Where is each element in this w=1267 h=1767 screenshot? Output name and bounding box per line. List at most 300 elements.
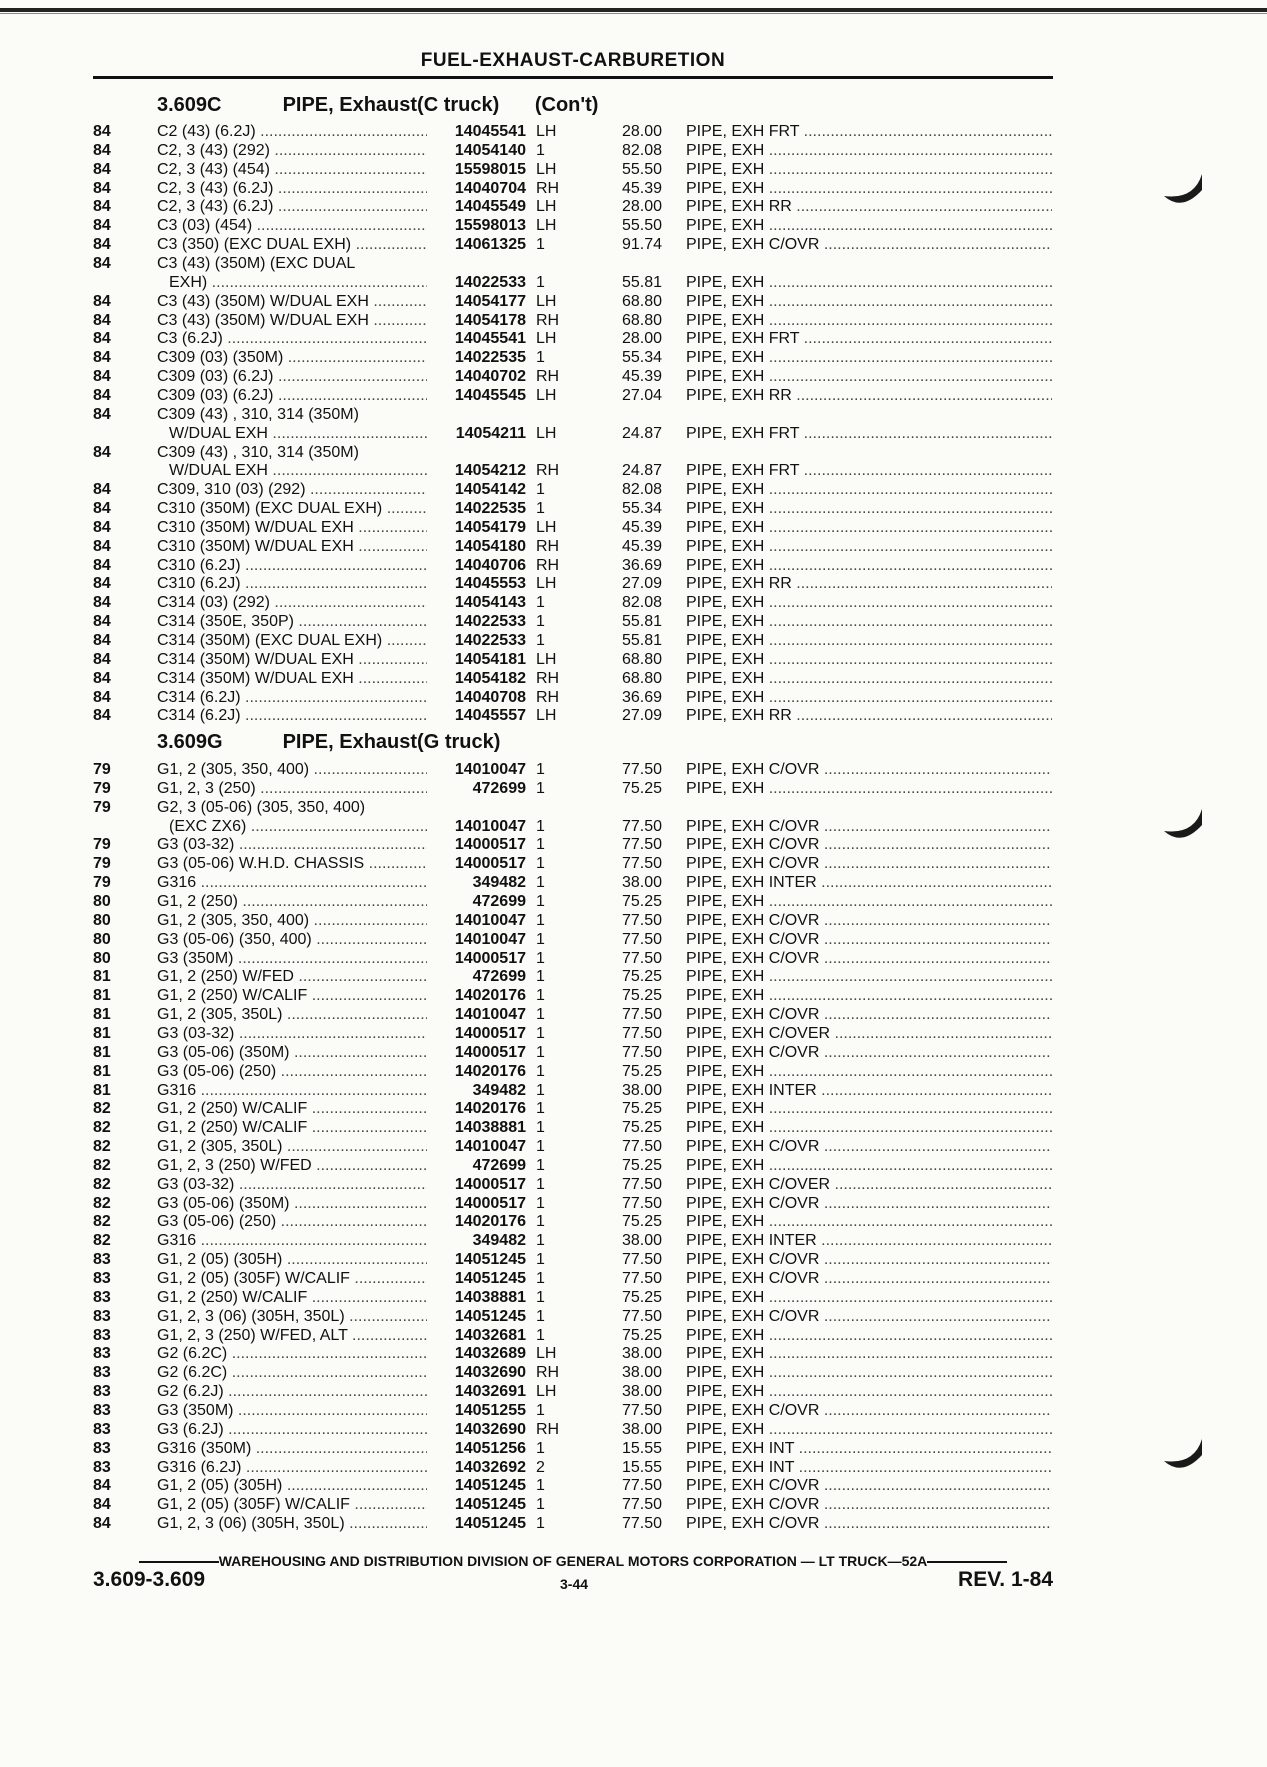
model-description: C310 (350M) (EXC DUAL EXH) ..... (157, 499, 427, 518)
figure-number: 84 (93, 613, 111, 631)
footer-rule-left (139, 1561, 219, 1563)
price: 75.25 (621, 1213, 662, 1231)
quantity: 1 (536, 836, 545, 854)
part-number: 14022533 (454, 632, 526, 649)
model-description: C309 (03) (6.2J) ..... (157, 367, 427, 386)
part-name: PIPE, EXH C/OVR ..... (686, 1269, 1052, 1288)
model-description: G3 (03-32) ..... (157, 1175, 427, 1194)
quantity: 1 (536, 594, 545, 612)
part-name: PIPE, EXH ..... (686, 537, 1052, 556)
quantity: 1 (536, 893, 545, 910)
figure-number: 80 (93, 911, 111, 929)
model-description: G3 (05-06) (250) ..... (157, 1062, 427, 1081)
figure-number: 84 (93, 160, 111, 178)
model-description: C2, 3 (43) (292) ..... (157, 141, 427, 160)
model-description: C310 (6.2J) ..... (157, 574, 427, 593)
quantity: 1 (536, 349, 545, 367)
figure-number: 79 (93, 779, 111, 797)
figure-number: 81 (93, 1081, 111, 1099)
part-name: PIPE, EXH FRT ..... (686, 461, 1052, 480)
price: 27.09 (621, 707, 662, 725)
model-description: C3 (43) (350M) W/DUAL EXH ..... (157, 311, 427, 330)
quantity: 1 (536, 1232, 545, 1250)
part-number: 14054177 (454, 292, 526, 310)
model-description: G1, 2 (250) W/FED ..... (157, 967, 427, 986)
price: 77.50 (621, 836, 662, 854)
price: 38.00 (621, 1383, 662, 1401)
price: 75.25 (621, 1100, 662, 1118)
part-number: 14045557 (454, 707, 526, 725)
part-name: PIPE, EXH C/OVR ..... (686, 1005, 1052, 1024)
part-number: 14051256 (454, 1439, 526, 1457)
quantity: 1 (536, 1081, 545, 1099)
part-number: 14038881 (454, 1288, 526, 1306)
part-name: PIPE, EXH ..... (686, 612, 1052, 631)
part-number: 14054212 (454, 462, 526, 480)
model-description: G2 (6.2J) ..... (157, 1382, 427, 1401)
figure-number: 80 (93, 949, 111, 967)
figure-number: 84 (93, 1496, 111, 1514)
section-heading-c (157, 94, 598, 117)
part-name: PIPE, EXH ..... (686, 1212, 1052, 1231)
price: 77.50 (621, 911, 662, 929)
part-name: PIPE, EXH ..... (686, 1156, 1052, 1175)
part-name: PIPE, EXH INT ..... (686, 1439, 1052, 1458)
model-description: C309, 310 (03) (292) ..... (157, 480, 427, 499)
footer-section-range: 3.609-3.609 (93, 1568, 206, 1591)
figure-number: 84 (93, 481, 111, 499)
figure-number: 81 (93, 1006, 111, 1023)
model-description: G1, 2 (250) ..... (157, 892, 427, 911)
part-number: 14054179 (454, 518, 526, 536)
quantity: 1 (536, 1062, 545, 1080)
footer-revision: REV. 1-84 (958, 1568, 1053, 1591)
figure-number: 82 (93, 1100, 111, 1118)
part-number: 14051245 (454, 1251, 526, 1269)
price: 77.50 (621, 949, 662, 967)
part-name: PIPE, EXH ..... (686, 1344, 1052, 1363)
part-number: 14045549 (454, 198, 526, 216)
part-name: PIPE, EXH FRT ..... (686, 424, 1052, 443)
model-description: C309 (03) (6.2J) ..... (157, 386, 427, 405)
model-description: C2 (43) (6.2J) ..... (157, 122, 427, 141)
figure-number: 84 (93, 669, 111, 687)
figure-number: 84 (93, 575, 111, 593)
figure-number: 84 (93, 123, 111, 140)
figure-number: 84 (93, 179, 111, 197)
part-number: 14020176 (454, 1062, 526, 1080)
part-name: PIPE, EXH RR ..... (686, 574, 1052, 593)
figure-number: 81 (93, 987, 111, 1005)
model-description: C314 (350M) W/DUAL EXH ..... (157, 669, 427, 688)
figure-number: 79 (93, 761, 111, 778)
price: 27.09 (621, 575, 662, 593)
part-name: PIPE, EXH C/OVR ..... (686, 930, 1052, 949)
quantity: 1 (536, 1175, 545, 1193)
quantity: 1 (536, 779, 545, 797)
figure-number: 84 (93, 707, 111, 725)
price: 82.08 (621, 594, 662, 612)
price: 75.25 (621, 1326, 662, 1344)
quantity: RH (536, 1364, 560, 1382)
model-description: G1, 2, 3 (250) W/FED, ALT ..... (157, 1326, 427, 1345)
part-number: 472699 (472, 893, 526, 910)
figure-number: 82 (93, 1138, 111, 1155)
part-number: 14010047 (454, 1138, 526, 1155)
part-name: PIPE, EXH ..... (686, 292, 1052, 311)
model-description: G3 (05-06) (350M) ..... (157, 1043, 427, 1062)
quantity: 1 (536, 1477, 545, 1495)
part-name: PIPE, EXH ..... (686, 367, 1052, 386)
model-description: G1, 2, 3 (250) W/FED ..... (157, 1156, 427, 1175)
price: 91.74 (621, 236, 662, 254)
model-description: G3 (350M) ..... (157, 1401, 427, 1420)
figure-number: 84 (93, 518, 111, 536)
quantity: 1 (536, 481, 545, 499)
price: 28.00 (621, 123, 662, 140)
part-name: PIPE, EXH ..... (686, 216, 1052, 235)
figure-number: 81 (93, 1062, 111, 1080)
quantity: LH (536, 292, 557, 310)
figure-number: 83 (93, 1307, 111, 1325)
figure-number: 80 (93, 893, 111, 910)
figure-number: 79 (93, 798, 111, 816)
part-name: PIPE, EXH ..... (686, 348, 1052, 367)
price: 55.34 (621, 349, 662, 367)
part-number: 14045541 (454, 330, 526, 348)
model-description: C310 (6.2J) ..... (157, 556, 427, 575)
figure-number: 84 (93, 500, 111, 517)
quantity: LH (536, 650, 557, 668)
figure-number: 84 (93, 236, 111, 254)
part-number: 14010047 (454, 761, 526, 778)
model-description: C314 (6.2J) ..... (157, 706, 427, 725)
figure-number: 84 (93, 632, 111, 649)
model-description: C314 (350M) (EXC DUAL EXH) ..... (157, 631, 427, 650)
part-name: PIPE, EXH ..... (686, 688, 1052, 707)
price: 38.00 (621, 1364, 662, 1382)
part-number: 14000517 (454, 836, 526, 854)
quantity: LH (536, 217, 557, 235)
footer-rule-right (927, 1561, 1007, 1563)
part-name: PIPE, EXH ..... (686, 593, 1052, 612)
part-name: PIPE, EXH ..... (686, 1062, 1052, 1081)
header-rule (93, 76, 1053, 79)
price: 55.50 (621, 217, 662, 235)
figure-number: 83 (93, 1383, 111, 1401)
model-description: C3 (350) (EXC DUAL EXH) ..... (157, 235, 427, 254)
figure-number: 83 (93, 1270, 111, 1287)
quantity: 1 (536, 874, 545, 892)
price: 55.81 (621, 632, 662, 649)
part-name: PIPE, EXH ..... (686, 480, 1052, 499)
figure-number: 84 (93, 594, 111, 612)
model-description: C314 (350E, 350P) ..... (157, 612, 427, 631)
part-name: PIPE, EXH FRT ..... (686, 329, 1052, 348)
model-description: C314 (350M) W/DUAL EXH ..... (157, 650, 427, 669)
price: 77.50 (621, 1194, 662, 1212)
binder-hole-mark (1160, 1435, 1206, 1481)
part-name: PIPE, EXH ..... (686, 892, 1052, 911)
model-description: G1, 2 (250) W/CALIF ..... (157, 1288, 427, 1307)
part-number: 14054180 (454, 537, 526, 555)
quantity: 1 (536, 1024, 545, 1042)
part-name: PIPE, EXH ..... (686, 141, 1052, 160)
model-description: G1, 2 (305, 350L) ..... (157, 1137, 427, 1156)
model-description: G1, 2 (05) (305H) ..... (157, 1476, 427, 1495)
model-description: C3 (03) (454) ..... (157, 216, 427, 235)
part-number: 14051245 (454, 1496, 526, 1514)
part-name: PIPE, EXH C/OVR ..... (686, 835, 1052, 854)
price: 77.50 (621, 1477, 662, 1495)
part-number: 14022533 (454, 273, 526, 291)
quantity: RH (536, 462, 560, 480)
footer-division (93, 1553, 1053, 1569)
model-description: C309 (43) , 310, 314 (350M) (157, 405, 359, 423)
price: 75.25 (621, 1119, 662, 1137)
model-description: W/DUAL EXH ..... (157, 461, 427, 480)
part-number: 14022533 (454, 613, 526, 631)
price: 45.39 (621, 368, 662, 386)
part-number: 14000517 (454, 1194, 526, 1212)
part-name: PIPE, EXH ..... (686, 669, 1052, 688)
part-number: 14032690 (454, 1364, 526, 1382)
quantity: RH (536, 1420, 560, 1438)
part-number: 14054178 (454, 311, 526, 329)
model-description: G3 (03-32) ..... (157, 835, 427, 854)
price: 28.00 (621, 330, 662, 348)
quantity: 1 (536, 236, 545, 254)
figure-number: 84 (93, 537, 111, 555)
model-description: G1, 2 (305, 350, 400) ..... (157, 760, 427, 779)
part-name: PIPE, EXH INTER ..... (686, 873, 1052, 892)
part-number: 14000517 (454, 1043, 526, 1061)
part-name: PIPE, EXH RR ..... (686, 706, 1052, 725)
part-name: PIPE, EXH ..... (686, 1099, 1052, 1118)
figure-number: 84 (93, 349, 111, 367)
figure-number: 83 (93, 1458, 111, 1476)
price: 36.69 (621, 688, 662, 706)
part-number: 14051245 (454, 1307, 526, 1325)
quantity: RH (536, 669, 560, 687)
part-name: PIPE, EXH C/OVER ..... (686, 1175, 1052, 1194)
price: 38.00 (621, 1081, 662, 1099)
quantity: 1 (536, 1119, 545, 1137)
part-name: PIPE, EXH RR ..... (686, 386, 1052, 405)
part-name: PIPE, EXH C/OVR ..... (686, 949, 1052, 968)
part-name: PIPE, EXH ..... (686, 1363, 1052, 1382)
section-continued: (Con't) (534, 94, 599, 116)
model-description: G1, 2 (250) W/CALIF ..... (157, 986, 427, 1005)
figure-number: 80 (93, 930, 111, 948)
part-number: 14054140 (454, 141, 526, 159)
price: 38.00 (621, 1420, 662, 1438)
model-description: G1, 2, 3 (06) (305H, 350L) ..... (157, 1307, 427, 1326)
quantity: 1 (536, 1213, 545, 1231)
price: 68.80 (621, 669, 662, 687)
price: 68.80 (621, 650, 662, 668)
part-name: PIPE, EXH ..... (686, 779, 1052, 798)
model-description: C3 (6.2J) ..... (157, 329, 427, 348)
quantity: LH (536, 160, 557, 178)
quantity: 1 (536, 930, 545, 948)
model-description: G316 (6.2J) ..... (157, 1458, 427, 1477)
figure-number: 84 (93, 292, 111, 310)
part-name: PIPE, EXH C/OVR ..... (686, 1514, 1052, 1533)
price: 75.25 (621, 1288, 662, 1306)
part-name: PIPE, EXH INTER ..... (686, 1231, 1052, 1250)
part-number: 14045541 (454, 123, 526, 140)
figure-number: 84 (93, 650, 111, 668)
price: 75.25 (621, 987, 662, 1005)
part-name: PIPE, EXH C/OVER ..... (686, 1024, 1052, 1043)
price: 77.50 (621, 1401, 662, 1419)
part-number: 14022535 (454, 500, 526, 517)
quantity: 1 (536, 968, 545, 986)
model-description: C309 (43) , 310, 314 (350M) (157, 443, 359, 461)
part-number: 14010047 (454, 817, 526, 835)
price: 38.00 (621, 1345, 662, 1363)
quantity: LH (536, 1345, 557, 1363)
part-name: PIPE, EXH C/OVR ..... (686, 1194, 1052, 1213)
part-number: 14032681 (454, 1326, 526, 1344)
model-description: G1, 2 (305, 350L) ..... (157, 1005, 427, 1024)
price: 75.25 (621, 1062, 662, 1080)
figure-number: 84 (93, 556, 111, 574)
part-number: 14061325 (454, 236, 526, 254)
quantity: 1 (536, 1496, 545, 1514)
quantity: RH (536, 688, 560, 706)
part-number: 14020176 (454, 987, 526, 1005)
part-name: PIPE, EXH INT ..... (686, 1458, 1052, 1477)
part-name: PIPE, EXH C/OVR ..... (686, 817, 1052, 836)
part-name: PIPE, EXH C/OVR ..... (686, 911, 1052, 930)
figure-number: 82 (93, 1156, 111, 1174)
figure-number: 79 (93, 874, 111, 892)
model-description: G316 ..... (157, 1081, 427, 1100)
quantity: 1 (536, 1100, 545, 1118)
figure-number: 84 (93, 368, 111, 386)
figure-number: 79 (93, 855, 111, 873)
section-title: PIPE, Exhaust(G truck) (282, 731, 501, 753)
part-name: PIPE, EXH ..... (686, 1382, 1052, 1401)
part-number: 14051245 (454, 1477, 526, 1495)
model-description: C3 (43) (350M) (EXC DUAL (157, 255, 356, 272)
quantity: 1 (536, 855, 545, 873)
price: 77.50 (621, 1175, 662, 1193)
price: 45.39 (621, 179, 662, 197)
model-description: C2, 3 (43) (6.2J) ..... (157, 197, 427, 216)
quantity: 2 (536, 1458, 545, 1476)
figure-number: 82 (93, 1119, 111, 1137)
price: 55.81 (621, 613, 662, 631)
part-number: 14020176 (454, 1100, 526, 1118)
quantity: 1 (536, 613, 545, 631)
quantity: LH (536, 330, 557, 348)
figure-number: 83 (93, 1420, 111, 1438)
price: 77.50 (621, 1024, 662, 1042)
model-description: G1, 2 (05) (305F) W/CALIF ..... (157, 1269, 427, 1288)
part-number: 14032691 (454, 1383, 526, 1401)
part-number: 14000517 (454, 855, 526, 873)
figure-number: 83 (93, 1364, 111, 1382)
part-number: 14010047 (454, 930, 526, 948)
model-description: G1, 2, 3 (06) (305H, 350L) ..... (157, 1514, 427, 1533)
figure-number: 84 (93, 311, 111, 329)
part-name: PIPE, EXH C/OVR ..... (686, 235, 1052, 254)
figure-number: 81 (93, 1043, 111, 1061)
quantity: 1 (536, 817, 545, 835)
part-number: 14051255 (454, 1401, 526, 1419)
price: 82.08 (621, 141, 662, 159)
model-description: (EXC ZX6) ..... (157, 817, 427, 836)
figure-number: 84 (93, 443, 111, 461)
figure-number: 84 (93, 255, 111, 272)
section-title: PIPE, Exhaust(C truck) (282, 94, 500, 116)
part-number: 14045545 (454, 386, 526, 404)
price: 68.80 (621, 311, 662, 329)
quantity: 1 (536, 911, 545, 929)
figure-number: 82 (93, 1213, 111, 1231)
model-description: G3 (05-06) W.H.D. CHASSIS ..... (157, 854, 427, 873)
part-number: 14040702 (454, 368, 526, 386)
model-description: G2 (6.2C) ..... (157, 1363, 427, 1382)
part-number: 14054182 (454, 669, 526, 687)
top-edge-rule (0, 8, 1267, 12)
figure-number: 79 (93, 836, 111, 854)
part-name: PIPE, EXH C/OVR ..... (686, 1250, 1052, 1269)
figure-number: 82 (93, 1232, 111, 1250)
figure-number: 83 (93, 1345, 111, 1363)
quantity: LH (536, 707, 557, 725)
quantity: 1 (536, 1307, 545, 1325)
quantity: 1 (536, 949, 545, 967)
quantity: 1 (536, 761, 545, 778)
part-number: 14038881 (454, 1119, 526, 1137)
part-number: 14040706 (454, 556, 526, 574)
figure-number: 84 (93, 1477, 111, 1495)
quantity: LH (536, 424, 557, 442)
quantity: 1 (536, 1515, 545, 1532)
quantity: LH (536, 123, 557, 140)
part-name: PIPE, EXH ..... (686, 160, 1052, 179)
price: 36.69 (621, 556, 662, 574)
part-number: 349482 (472, 874, 526, 892)
quantity: LH (536, 386, 557, 404)
model-description: C3 (43) (350M) W/DUAL EXH ..... (157, 292, 427, 311)
price: 75.25 (621, 893, 662, 910)
part-number: 472699 (472, 968, 526, 986)
quantity: 1 (536, 1156, 545, 1174)
price: 77.50 (621, 761, 662, 778)
quantity: 1 (536, 1270, 545, 1287)
model-description: G1, 2 (305, 350, 400) ..... (157, 911, 427, 930)
model-description: C314 (03) (292) ..... (157, 593, 427, 612)
quantity: LH (536, 1383, 557, 1401)
price: 77.50 (621, 1043, 662, 1061)
part-number: 14051245 (454, 1515, 526, 1532)
part-name: PIPE, EXH ..... (686, 1118, 1052, 1137)
quantity: 1 (536, 1288, 545, 1306)
price: 77.50 (621, 1515, 662, 1532)
part-name: PIPE, EXH ..... (686, 1326, 1052, 1345)
price: 75.25 (621, 1156, 662, 1174)
price: 38.00 (621, 1232, 662, 1250)
part-name: PIPE, EXH ..... (686, 179, 1052, 198)
footer-page-number: 3-44 (560, 1576, 589, 1592)
part-number: 14010047 (454, 1006, 526, 1023)
price: 77.50 (621, 817, 662, 835)
